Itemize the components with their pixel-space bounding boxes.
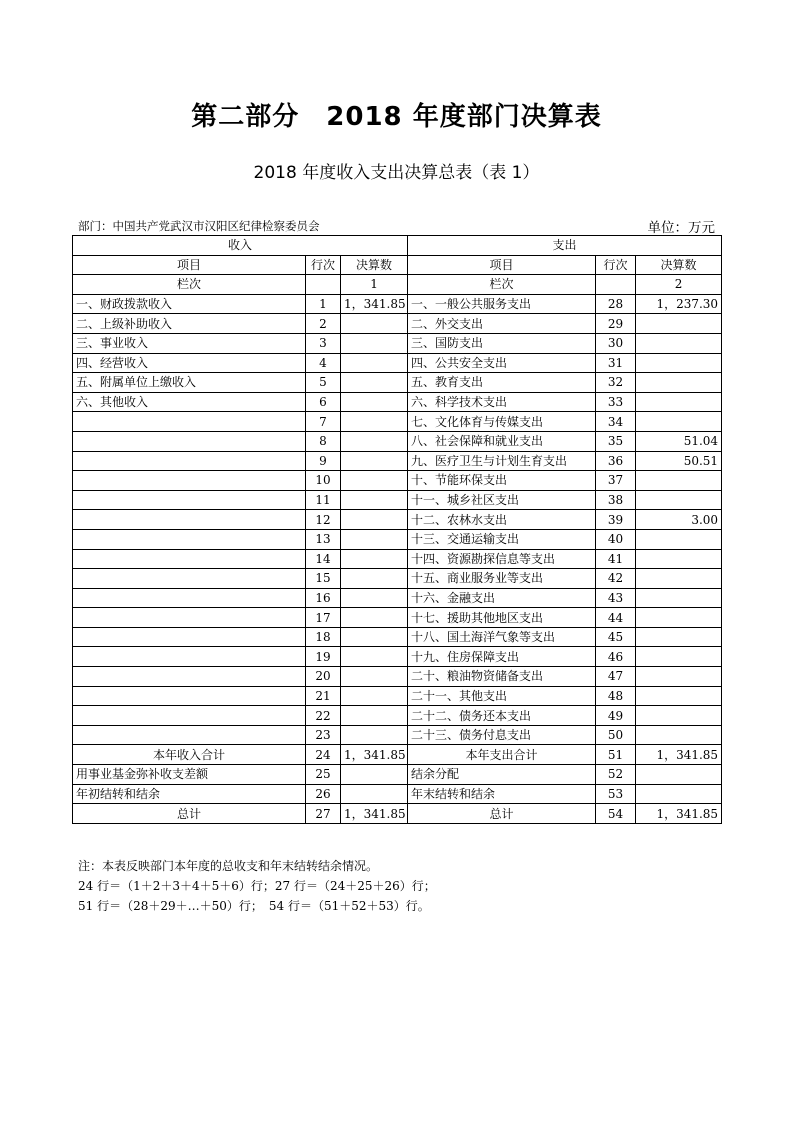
income-amount: 1，341.85 — [341, 745, 408, 765]
income-item — [73, 627, 306, 647]
expense-row-number: 49 — [596, 706, 636, 726]
expense-row-number: 42 — [596, 569, 636, 589]
budget-table — [72, 235, 722, 824]
table-row — [73, 294, 722, 314]
expense-col-number: 2 — [636, 275, 722, 295]
expense-amount — [636, 529, 722, 549]
income-amount — [341, 784, 408, 804]
income-row-number: 13 — [306, 529, 341, 549]
income-item — [73, 490, 306, 510]
table-row — [73, 627, 722, 647]
expense-amount — [636, 333, 722, 353]
note-line: 24 行＝（1＋2＋3＋4＋5＋6）行；27 行＝（24＋25＋26）行； — [78, 879, 436, 893]
expense-summary-item: 本年支出合计 — [408, 745, 596, 765]
expense-row-number: 48 — [596, 686, 636, 706]
expense-item: 十九、住房保障支出 — [408, 647, 596, 667]
expense-amount — [636, 353, 722, 373]
notes — [78, 856, 436, 916]
expense-row-number: 35 — [596, 431, 636, 451]
income-item — [73, 451, 306, 471]
income-amount — [341, 353, 408, 373]
income-item — [73, 588, 306, 608]
expense-row-number: 43 — [596, 588, 636, 608]
income-row-number: 27 — [306, 804, 341, 824]
summary-row — [73, 765, 722, 785]
income-item: 六、其他收入 — [73, 392, 306, 412]
table-row — [73, 451, 722, 471]
income-amount — [341, 373, 408, 393]
empty-cell — [596, 275, 636, 295]
income-row-number: 16 — [306, 588, 341, 608]
expense-item: 十、节能环保支出 — [408, 471, 596, 491]
expense-amount — [636, 471, 722, 491]
income-amount: 1，341.85 — [341, 804, 408, 824]
expense-row-number: 50 — [596, 725, 636, 745]
income-row-number: 12 — [306, 510, 341, 530]
income-row-number: 9 — [306, 451, 341, 471]
expense-item: 二、外交支出 — [408, 314, 596, 334]
table-row — [73, 471, 722, 491]
note-line: 注：本表反映部门本年度的总收支和年末结转结余情况。 — [78, 859, 379, 873]
income-item — [73, 412, 306, 432]
expense-item: 十八、国土海洋气象等支出 — [408, 627, 596, 647]
income-amount — [341, 627, 408, 647]
income-amount — [341, 314, 408, 334]
expense-item: 十五、商业服务业等支出 — [408, 569, 596, 589]
expense-amount — [636, 549, 722, 569]
expense-amount — [636, 608, 722, 628]
summary-row — [73, 784, 722, 804]
income-item: 五、附属单位上缴收入 — [73, 373, 306, 393]
expense-row-number: 47 — [596, 667, 636, 687]
expense-item: 十六、金融支出 — [408, 588, 596, 608]
income-row-number: 17 — [306, 608, 341, 628]
income-row-number: 14 — [306, 549, 341, 569]
income-amount — [341, 765, 408, 785]
income-item — [73, 471, 306, 491]
income-amount — [341, 569, 408, 589]
expense-amount — [636, 373, 722, 393]
empty-cell — [306, 275, 341, 295]
income-item — [73, 667, 306, 687]
expense-item: 十四、资源勘探信息等支出 — [408, 549, 596, 569]
expense-item: 二十三、债务付息支出 — [408, 725, 596, 745]
expense-amount — [636, 647, 722, 667]
income-amount — [341, 529, 408, 549]
income-amount — [341, 667, 408, 687]
expense-amount: 51.04 — [636, 431, 722, 451]
expense-row-number: 40 — [596, 529, 636, 549]
expense-item: 八、社会保障和就业支出 — [408, 431, 596, 451]
income-amount — [341, 490, 408, 510]
table-row — [73, 314, 722, 334]
income-col-label: 栏次 — [73, 275, 306, 295]
expense-row-number: 28 — [596, 294, 636, 314]
expense-item: 五、教育支出 — [408, 373, 596, 393]
table-row — [73, 725, 722, 745]
expense-item: 二十二、债务还本支出 — [408, 706, 596, 726]
income-amount — [341, 451, 408, 471]
expense-item: 四、公共安全支出 — [408, 353, 596, 373]
income-summary-item: 本年收入合计 — [73, 745, 306, 765]
expense-row-number: 34 — [596, 412, 636, 432]
income-item: 三、事业收入 — [73, 333, 306, 353]
table-row — [73, 392, 722, 412]
table-row — [73, 608, 722, 628]
income-item — [73, 725, 306, 745]
expense-row-number: 30 — [596, 333, 636, 353]
income-item — [73, 647, 306, 667]
table-row — [73, 529, 722, 549]
income-item — [73, 569, 306, 589]
income-item — [73, 431, 306, 451]
expense-row-number: 39 — [596, 510, 636, 530]
expense-summary-item: 总计 — [408, 804, 596, 824]
expense-amount — [636, 314, 722, 334]
income-row-number: 18 — [306, 627, 341, 647]
income-row-number: 11 — [306, 490, 341, 510]
expense-amount — [636, 627, 722, 647]
expense-amount-header: 决算数 — [636, 255, 722, 275]
expense-item: 三、国防支出 — [408, 333, 596, 353]
income-row-number: 21 — [306, 686, 341, 706]
expense-amount — [636, 765, 722, 785]
income-amount — [341, 706, 408, 726]
table-row — [73, 333, 722, 353]
income-amount — [341, 549, 408, 569]
expense-row-number: 41 — [596, 549, 636, 569]
expense-row-number: 51 — [596, 745, 636, 765]
income-amount-header: 决算数 — [341, 255, 408, 275]
expense-amount — [636, 725, 722, 745]
table-row — [73, 490, 722, 510]
expense-row-number: 54 — [596, 804, 636, 824]
expense-item: 十二、农林水支出 — [408, 510, 596, 530]
expense-row-number: 52 — [596, 765, 636, 785]
income-amount — [341, 471, 408, 491]
expense-amount — [636, 784, 722, 804]
income-row-number: 3 — [306, 333, 341, 353]
expense-amount — [636, 569, 722, 589]
income-row-number: 5 — [306, 373, 341, 393]
table-row — [73, 353, 722, 373]
expense-item: 十三、交通运输支出 — [408, 529, 596, 549]
income-item — [73, 510, 306, 530]
expense-amount: 3.00 — [636, 510, 722, 530]
expense-row-number: 44 — [596, 608, 636, 628]
table-row — [73, 706, 722, 726]
income-summary-item: 年初结转和结余 — [73, 784, 306, 804]
income-row-number: 8 — [306, 431, 341, 451]
income-item: 一、财政拨款收入 — [73, 294, 306, 314]
expense-row-number: 32 — [596, 373, 636, 393]
income-summary-item: 用事业基金弥补收支差额 — [73, 765, 306, 785]
expense-amount — [636, 706, 722, 726]
income-row-number: 15 — [306, 569, 341, 589]
expense-row-number: 29 — [596, 314, 636, 334]
table-row — [73, 510, 722, 530]
header-row-colnumbers — [73, 275, 722, 295]
expense-item: 十七、援助其他地区支出 — [408, 608, 596, 628]
summary-row — [73, 745, 722, 765]
income-row-number: 26 — [306, 784, 341, 804]
income-col-number: 1 — [341, 275, 408, 295]
header-row-sections — [73, 236, 722, 256]
income-item — [73, 608, 306, 628]
income-summary-item: 总计 — [73, 804, 306, 824]
income-amount — [341, 431, 408, 451]
income-item-header: 项目 — [73, 255, 306, 275]
income-amount — [341, 647, 408, 667]
income-amount — [341, 392, 408, 412]
summary-row — [73, 804, 722, 824]
income-rowno-header: 行次 — [306, 255, 341, 275]
income-amount — [341, 510, 408, 530]
expense-row-number: 53 — [596, 784, 636, 804]
income-row-number: 23 — [306, 725, 341, 745]
table-row — [73, 549, 722, 569]
income-header: 收入 — [73, 236, 408, 256]
expense-amount: 50.51 — [636, 451, 722, 471]
income-row-number: 4 — [306, 353, 341, 373]
table-row — [73, 667, 722, 687]
expense-row-number: 46 — [596, 647, 636, 667]
income-item — [73, 686, 306, 706]
expense-item-header: 项目 — [408, 255, 596, 275]
income-amount — [341, 686, 408, 706]
table-row — [73, 431, 722, 451]
expense-amount — [636, 490, 722, 510]
expense-amount — [636, 588, 722, 608]
expense-amount: 1，341.85 — [636, 804, 722, 824]
income-item: 四、经营收入 — [73, 353, 306, 373]
header-row-columns — [73, 255, 722, 275]
table-row — [73, 686, 722, 706]
unit-label: 单位：万元 — [647, 220, 715, 236]
table-row — [73, 647, 722, 667]
income-row-number: 20 — [306, 667, 341, 687]
income-row-number: 10 — [306, 471, 341, 491]
expense-amount — [636, 412, 722, 432]
expense-row-number: 38 — [596, 490, 636, 510]
income-amount — [341, 412, 408, 432]
expense-item: 一、一般公共服务支出 — [408, 294, 596, 314]
expense-item: 十一、城乡社区支出 — [408, 490, 596, 510]
table-row — [73, 373, 722, 393]
department-label: 部门：中国共产党武汉市汉阳区纪律检察委员会 — [78, 219, 320, 233]
table-row — [73, 569, 722, 589]
expense-row-number: 45 — [596, 627, 636, 647]
expense-header: 支出 — [408, 236, 722, 256]
income-item — [73, 706, 306, 726]
income-item: 二、上级补助收入 — [73, 314, 306, 334]
income-amount — [341, 588, 408, 608]
expense-row-number: 37 — [596, 471, 636, 491]
income-row-number: 2 — [306, 314, 341, 334]
expense-item: 二十、粮油物资储备支出 — [408, 667, 596, 687]
expense-col-label: 栏次 — [408, 275, 596, 295]
income-row-number: 7 — [306, 412, 341, 432]
income-amount — [341, 725, 408, 745]
expense-row-number: 36 — [596, 451, 636, 471]
income-amount: 1，341.85 — [341, 294, 408, 314]
income-amount — [341, 333, 408, 353]
table-row — [73, 412, 722, 432]
expense-row-number: 31 — [596, 353, 636, 373]
expense-summary-item: 结余分配 — [408, 765, 596, 785]
expense-amount — [636, 667, 722, 687]
income-amount — [341, 608, 408, 628]
expense-amount — [636, 686, 722, 706]
income-row-number: 6 — [306, 392, 341, 412]
income-row-number: 1 — [306, 294, 341, 314]
expense-item: 九、医疗卫生与计划生育支出 — [408, 451, 596, 471]
table-row — [73, 588, 722, 608]
income-row-number: 19 — [306, 647, 341, 667]
expense-summary-item: 年末结转和结余 — [408, 784, 596, 804]
expense-item: 七、文化体育与传媒支出 — [408, 412, 596, 432]
expense-row-number: 33 — [596, 392, 636, 412]
page-title: 第二部分 2018 年度部门决算表 — [191, 102, 602, 132]
expense-item: 六、科学技术支出 — [408, 392, 596, 412]
income-row-number: 24 — [306, 745, 341, 765]
income-row-number: 22 — [306, 706, 341, 726]
expense-amount: 1，237.30 — [636, 294, 722, 314]
table-title: 2018 年度收入支出决算总表（表 1） — [253, 163, 540, 183]
income-row-number: 25 — [306, 765, 341, 785]
expense-amount: 1，341.85 — [636, 745, 722, 765]
expense-rowno-header: 行次 — [596, 255, 636, 275]
note-line: 51 行＝（28＋29＋…＋50）行； 54 行＝（51＋52＋53）行。 — [78, 899, 430, 913]
expense-amount — [636, 392, 722, 412]
income-item — [73, 549, 306, 569]
expense-item: 二十一、其他支出 — [408, 686, 596, 706]
income-item — [73, 529, 306, 549]
